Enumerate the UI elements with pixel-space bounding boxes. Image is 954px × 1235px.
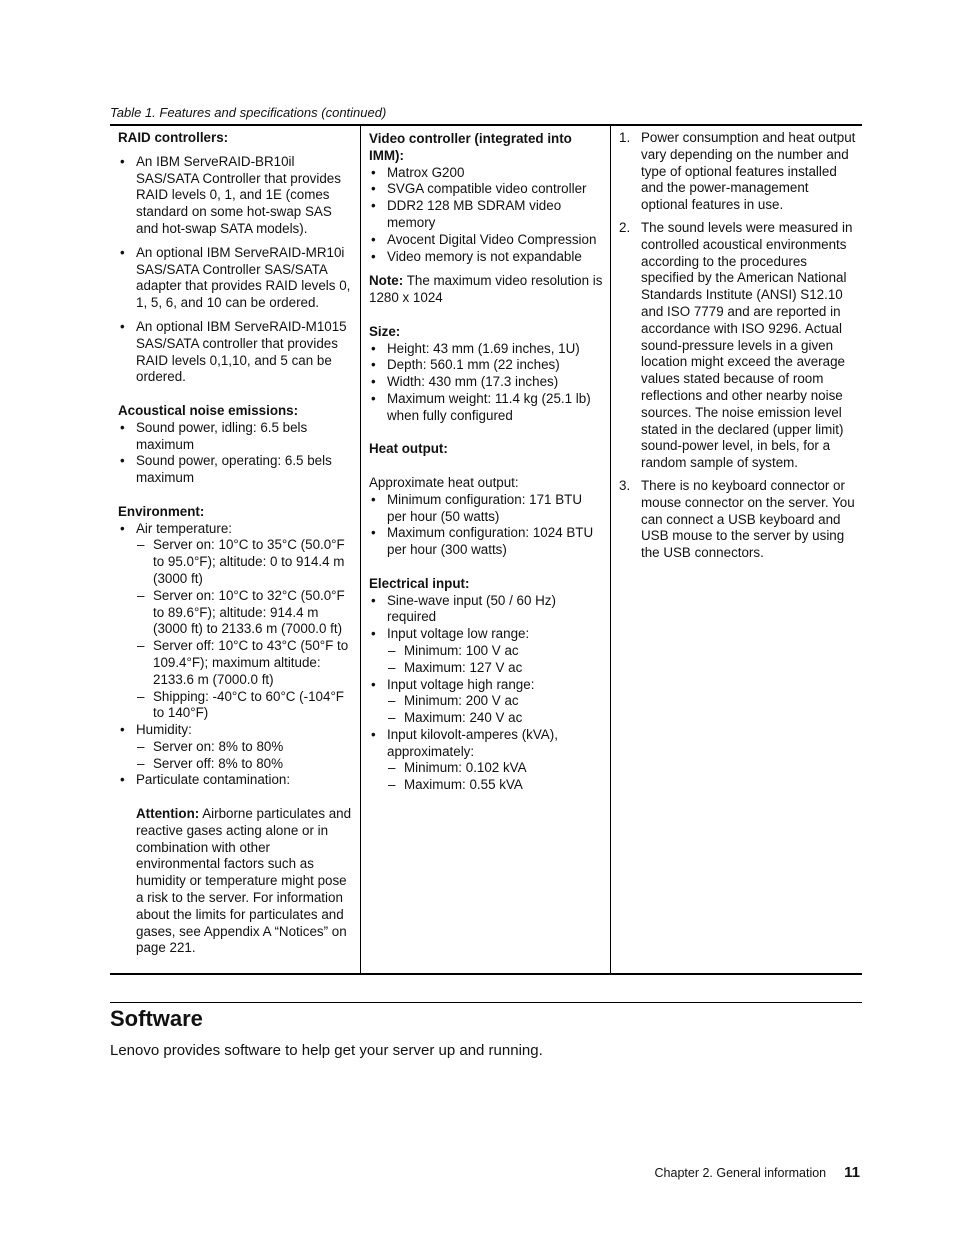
list-item: • Video memory is not expandable (369, 249, 604, 266)
note-text: Power consumption and heat output vary depending on the number and type of optional features installed and the power-management optional features in use. (641, 130, 856, 213)
list-item: – Server on: 10°C to 32°C (50.0°F to 89.6°F); altitude: 914.4 m (3000 ft) to 2133.6 m (7000.0 ft) (136, 588, 354, 638)
environment-list (118, 521, 354, 790)
list-item: • SVGA compatible video controller (369, 181, 604, 198)
attention-text: Airborne particulates and reactive gases acting alone or in combination with other environmental factors such as humidity or temperature might pose a risk to the server. For information about the limits for particulates and gases, see Appendix A “Notices” on page 221. (136, 806, 352, 956)
list-item: • Matrox G200 (369, 165, 604, 182)
note-text: The maximum video resolution is 1280 x 1024 (369, 273, 603, 306)
table-column-1 (110, 126, 361, 973)
list-item: – Server off: 8% to 80% (136, 756, 354, 773)
list-item: – Minimum: 200 V ac (387, 693, 604, 710)
list-item: – Minimum: 100 V ac (387, 643, 604, 660)
particulate-label: Particulate contamination: (136, 772, 291, 788)
video-heading: Video controller (integrated into IMM): (369, 131, 572, 163)
list-item (118, 521, 354, 723)
list-item (617, 130, 856, 214)
kva-list (387, 760, 604, 794)
list-item: – Shipping: -40°C to 60°C (-104°F to 140°F) (136, 689, 354, 723)
list-item: • Avocent Digital Video Compression (369, 232, 604, 249)
list-item: • An optional IBM ServeRAID-M1015 SAS/SATA controller that provides RAID levels 0,1,10, and 5 can be ordered. (118, 319, 354, 386)
list-item (617, 478, 856, 562)
list-item: • Sound power, operating: 6.5 bels maximum (118, 453, 354, 487)
list-item: – Maximum: 0.55 kVA (387, 777, 604, 794)
list-item: • An IBM ServeRAID-BR10il SAS/SATA Controller that provides RAID levels 0, 1, and 1E (comes standard on some hot-swap SAS and hot-swap SATA models). (118, 154, 354, 238)
air-temperature-list (136, 537, 354, 722)
list-item (617, 220, 856, 472)
list-item: • DDR2 128 MB SDRAM video memory (369, 198, 604, 232)
list-item (369, 727, 604, 794)
chapter-label: Chapter 2. General information (654, 1166, 827, 1180)
list-item (369, 677, 604, 727)
electrical-heading: Electrical input: (369, 575, 470, 591)
video-note (369, 273, 604, 307)
list-item: • Sine-wave input (50 / 60 Hz) required (369, 593, 604, 627)
environment-heading: Environment: (118, 503, 205, 519)
acoustic-heading: Acoustical noise emissions: (118, 402, 299, 418)
table-column-3 (611, 126, 862, 973)
list-item: – Maximum: 127 V ac (387, 660, 604, 677)
note-text: The sound levels were measured in controlled acoustical environments according to the procedures specified by the American National Standards Institute (ANSI) S12.10 and ISO 7779 and are reported in accordance with ISO 9296. Actual sound-pressure levels in a given location might exceed the average values stated because of room reflections and other nearby noise sources. The noise emission level stated in the declared (upper limit) sound-power level, in bels, for a random sample of system. (641, 219, 853, 471)
table-column-2 (361, 126, 611, 973)
air-temperature-label: Air temperature: (136, 520, 233, 536)
humidity-list (136, 739, 354, 773)
note-number: 2. (619, 219, 631, 235)
raid-list (118, 154, 354, 386)
list-item (369, 626, 604, 676)
list-item: • Sound power, idling: 6.5 bels maximum (118, 420, 354, 454)
list-item (118, 722, 354, 772)
list-item: – Maximum: 240 V ac (387, 710, 604, 727)
list-item: • Height: 43 mm (1.69 inches, 1U) (369, 341, 604, 358)
list-item: – Server off: 10°C to 43°C (50°F to 109.4°F); maximum altitude: 2133.6 m (7000.0 ft) (136, 638, 354, 688)
heat-list (369, 492, 604, 559)
note-text: There is no keyboard connector or mouse connector on the server. You can connect a USB keyboard and USB mouse to the server by using the USB connectors. (641, 477, 855, 561)
section-intro: Lenovo provides software to help get your server up and running. (110, 1042, 543, 1059)
list-item: • Width: 430 mm (17.3 inches) (369, 374, 604, 391)
kva-label: Input kilovolt-amperes (kVA), approximately: (387, 726, 558, 759)
list-item: – Server on: 8% to 80% (136, 739, 354, 756)
high-range-list (387, 693, 604, 727)
note-number: 1. (619, 130, 631, 145)
section-divider (110, 1002, 862, 1003)
acoustic-list (118, 420, 354, 487)
high-range-label: Input voltage high range: (387, 676, 535, 692)
list-item: – Server on: 10°C to 35°C (50.0°F to 95.0°F); altitude: 0 to 914.4 m (3000 ft) (136, 537, 354, 587)
features-table (110, 124, 862, 975)
note-number: 3. (619, 477, 631, 493)
size-heading: Size: (369, 323, 401, 339)
note-label: Note: (369, 273, 404, 289)
humidity-label: Humidity: (136, 722, 192, 738)
list-item: • Maximum weight: 11.4 kg (25.1 lb) when fully configured (369, 391, 604, 425)
low-range-label: Input voltage low range: (387, 626, 530, 642)
list-item: • Minimum configuration: 171 BTU per hour (50 watts) (369, 492, 604, 526)
table-caption: Table 1. Features and specifications (continued) (110, 105, 387, 120)
list-item (118, 772, 354, 789)
heat-heading: Heat output: (369, 441, 448, 457)
page-number: 11 (844, 1164, 860, 1181)
size-list (369, 341, 604, 425)
list-item: – Minimum: 0.102 kVA (387, 760, 604, 777)
list-item: • An optional IBM ServeRAID-MR10i SAS/SATA Controller SAS/SATA adapter that provides RAID levels 0, 1, 5, 6, and 10 can be ordered. (118, 245, 354, 312)
list-item: • Depth: 560.1 mm (22 inches) (369, 357, 604, 374)
raid-heading: RAID controllers: (118, 130, 229, 145)
page-footer (655, 1164, 860, 1181)
section-title: Software (110, 1006, 203, 1031)
attention-notice (118, 806, 354, 957)
notes-list (617, 130, 856, 562)
video-list (369, 165, 604, 266)
attention-label: Attention: (136, 806, 200, 822)
heat-intro: Approximate heat output: (369, 474, 519, 490)
list-item: • Maximum configuration: 1024 BTU per hour (300 watts) (369, 525, 604, 559)
low-range-list (387, 643, 604, 677)
electrical-list (369, 593, 604, 795)
